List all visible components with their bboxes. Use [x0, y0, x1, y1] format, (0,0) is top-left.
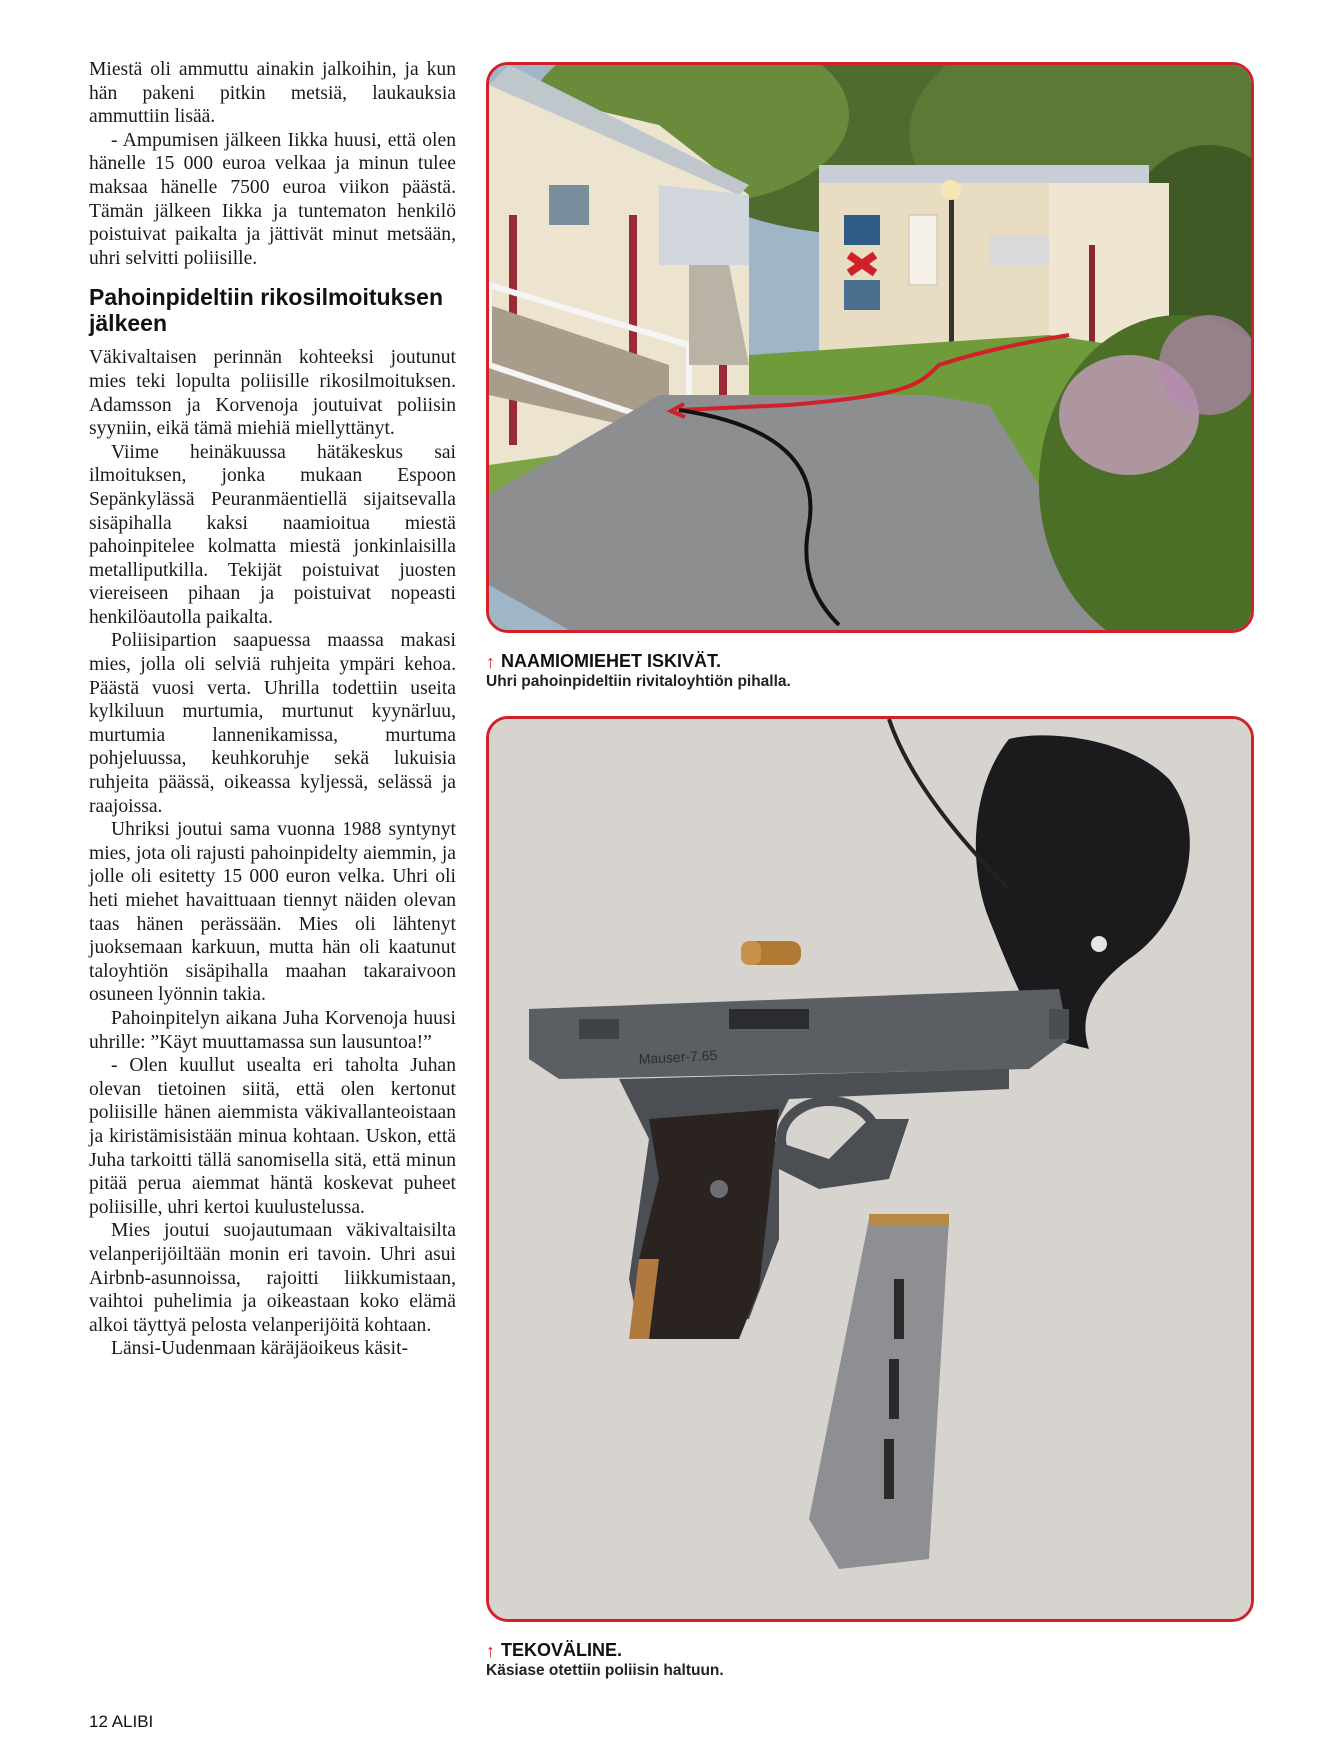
subheading: Pahoinpideltiin rikosilmoituksen jälkeen — [89, 284, 443, 337]
caption-text: Uhri pahoinpideltiin rivitaloyhtiön pihalla. — [486, 673, 791, 690]
article-column — [89, 58, 456, 1361]
pistol-illustration — [489, 719, 1251, 1619]
pistol-photo — [486, 716, 1254, 1622]
paragraph-5: Poliisipartion saapuessa maassa makasi mies, jolla oli selviä ruhjeita ympäri kehoa. Päästä vuosi verta. Uhrilla todettiin useita kylkiluun murtumia, murtunut kyynärluu, murtumia lannenikamissa, murtuma pohjeluussa, keuhkoruhje sekä lukuisia ruhjeita päässä, oikeassa kyljessä, selässä ja raajoissa. — [89, 630, 456, 817]
arrow-up-icon: ↑ — [486, 651, 495, 672]
paragraph-9: Mies joutui suojautumaan väkivaltaisilta velanperijöiltään monin eri tavoin. Uhri asui Airbnb-asunnoissa, rajoitti liikkumistaan, vaihtoi puhelimia ja oikeastaan koko elämä alkoi täyttyä pelosta velanperijöitä kohtaan. — [89, 1220, 456, 1336]
caption-title: TEKOVÄLINE. — [501, 1640, 623, 1660]
pistol-engraving: Mauser-7.65 — [638, 1046, 718, 1067]
page-folio: 12 ALIBI — [89, 1712, 154, 1731]
paragraph-2: - Ampumisen jälkeen Iikka huusi, että olen hänelle 15 000 euroa velkaa ja minun tulee maksaa hänelle 7500 euroa viikon päästä. Tämän jälkeen Iikka ja tuntematon henkilö poistuivat paikalta ja jättivät minut metsään, uhri selvitti poliisille. — [89, 129, 456, 269]
paragraph-4: Viime heinäkuussa hätäkeskus sai ilmoituksen, jonka mukaan Espoon Sepänkylässä Peuranmäentiellä sijaitsevalla sisäpihalla kaksi naamioitua miestä pahoinpitelee kolmatta miestä jonkinlaisilla metalliputkilla. Tekijät poistuivat juosten viereiseen pihaan ja poistuivat nopeasti henkilöautolla paikalta. — [89, 441, 456, 628]
arrow-up-icon: ↑ — [486, 1640, 495, 1661]
photo1-caption — [486, 651, 791, 691]
photo2-caption — [486, 1640, 724, 1680]
courtyard-photo — [486, 62, 1254, 633]
caption-text: Käsiase otettiin poliisin haltuun. — [486, 1662, 724, 1679]
paragraph-8: - Olen kuullut usealta eri taholta Juhan olevan tietoinen siitä, että olen kertonut poliisille hänen aiemmista väkivallanteoistaan ja kiristämisistään minua kohtaan. Uskon, että Juha tarkoitti tällä sanomisella sitä, että minun pitää perua aiemmat häntä koskevat puheet poliisille, uhri kertoi kuulustelussa. — [89, 1055, 456, 1218]
courtyard-illustration — [489, 65, 1251, 630]
caption-title: NAAMIOMIEHET ISKIVÄT. — [501, 651, 722, 671]
paragraph-3: Väkivaltaisen perinnän kohteeksi joutunut mies teki lopulta poliisille rikosilmoituksen. Adamsson ja Korvenoja joutuivat poliisin syyniin, eikä tämä miehiä miellyttänyt. — [89, 347, 456, 440]
paragraph-10: Länsi-Uudenmaan käräjäoikeus käsit- — [111, 1338, 409, 1360]
paragraph-7: Pahoinpitelyn aikana Juha Korvenoja huusi uhrille: ”Käyt muuttamassa sun lausuntoa!” — [89, 1007, 456, 1053]
paragraph-6: Uhriksi joutui sama vuonna 1988 syntynyt mies, jota oli rajusti pahoinpidelty aiemmin, ja jolle oli esitetty 15 000 euron velka. Uhri oli heti miehet havaittuaan tiennyt näiden olevan taas hänen perässään. Mies oli lähtenyt juoksemaan karkuun, mutta hän oli kaatunut taloyhtiön sisäpihalla maahan takaraivoon osuneen lyönnin takia. — [89, 819, 456, 1006]
paragraph-1: Miestä oli ammuttu ainakin jalkoihin, ja kun hän pakeni pitkin metsiä, laukauksia ammuttiin lisää. — [89, 59, 456, 128]
